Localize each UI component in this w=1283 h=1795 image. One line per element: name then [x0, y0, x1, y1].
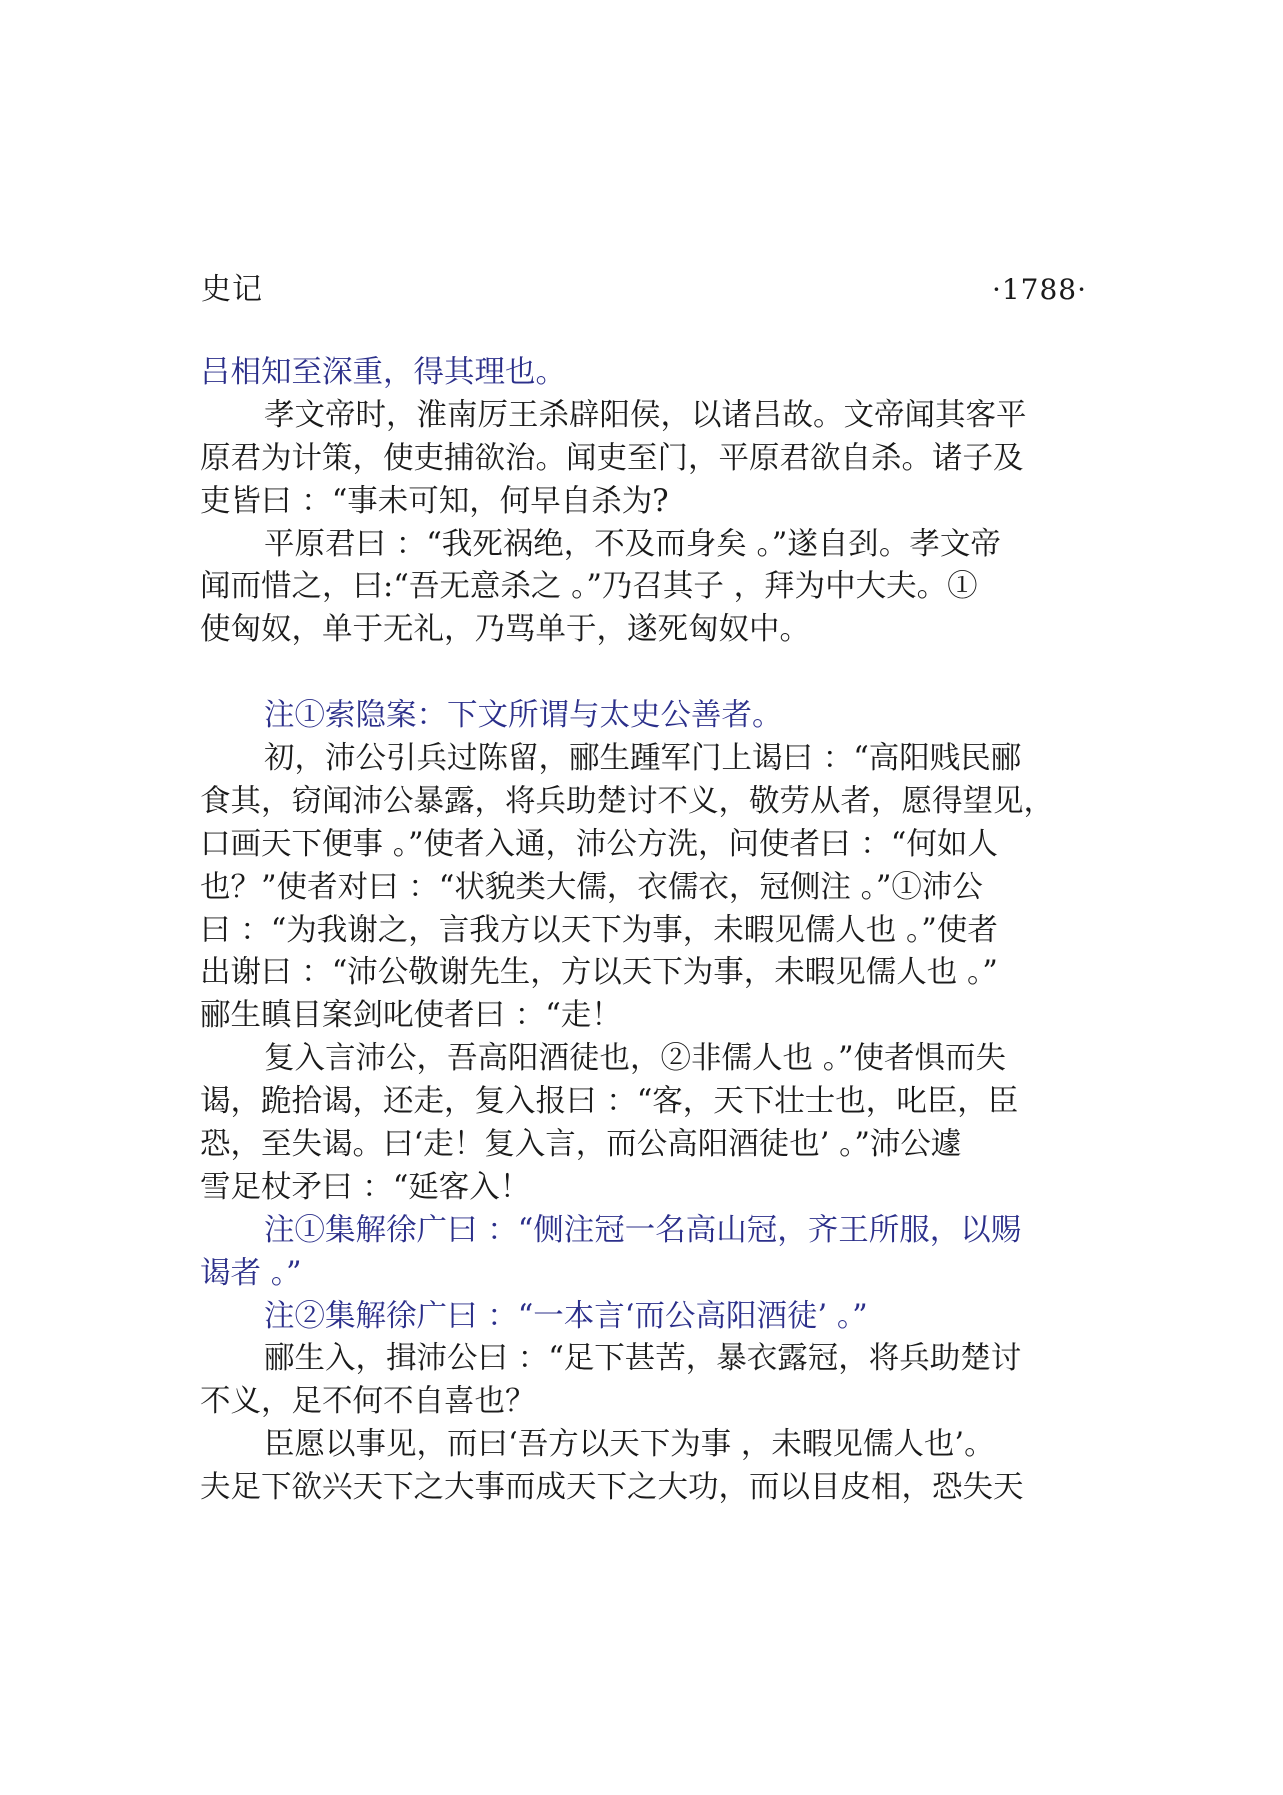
text-line: 郦生入，揖沛公曰 ：“足下甚苦，暴衣露冠，将兵助楚讨 [264, 1341, 1022, 1377]
text-line: 也？”使者对曰 ：“状貌类大儒，衣儒衣，冠侧注 。”①沛公 [200, 869, 983, 905]
annotation-line: 吕相知至深重，得其理也。 [200, 355, 566, 390]
text-line: 原君为计策，使吏捕欲治。闻吏至门，平原君欲自杀。诸子及 [200, 440, 1024, 476]
book-title: 史记 [201, 272, 263, 307]
text-line: 初，沛公引兵过陈留，郦生踵军门上谒曰 ：“高阳贱民郦 [264, 741, 1022, 777]
text-line: 使匈奴，单于无礼，乃骂单于，遂死匈奴中。 [200, 612, 810, 648]
text-line: 闻而惜之，曰:“吾无意杀之 。”乃召其子 ，拜为中大夫。① [200, 569, 978, 605]
annotation-line: 注②集解徐广曰 ：“一本言‘而公高阳酒徒’ 。” [264, 1298, 868, 1334]
page-number: ·1788· [991, 273, 1087, 306]
text-line: 吏皆曰 ：“事未可知，何早自杀为? [200, 483, 669, 519]
text-line: 曰 ：“为我谢之，言我方以天下为事，未暇见儒人也 。”使者 [200, 912, 998, 948]
text-line: 孝文帝时，淮南厉王杀辟阳侯，以诸吕故。文帝闻其客平 [264, 397, 1027, 433]
annotation-line: 谒者 。” [200, 1255, 302, 1291]
annotation-line: 注①索隐案：下文所谓与太史公善者。 [264, 698, 783, 734]
text-line: 夫足下欲兴天下之大事而成天下之大功，而以目皮相，恐失天 [200, 1470, 1024, 1506]
text-line: 出谢曰 ：“沛公敬谢先生，方以天下为事，未暇见儒人也 。” [200, 955, 998, 991]
text-line: 平原君曰 ：“我死祸绝，不及而身矣 。”遂自刭。孝文帝 [264, 526, 1001, 562]
text-line: 恐，至失谒。曰‘走！复入言，而公高阳酒徒也’ 。”沛公遽 [200, 1127, 962, 1163]
text-line: 雪足杖矛曰 ：“延客入！ [200, 1169, 531, 1205]
text-line: 不义，足不何不自喜也？ [200, 1384, 536, 1420]
text-line: 臣愿以事见，而曰‘吾方以天下为事 ，未暇见儒人也’。 [264, 1427, 995, 1463]
text-line [200, 652, 1100, 695]
text-line: 食其，窃闻沛公暴露，将兵助楚讨不义，敬劳从者，愿得望见， [200, 783, 1054, 819]
text-line: 复入言沛公，吾高阳酒徒也，②非儒人也 。”使者惧而失 [264, 1041, 1007, 1077]
text-line: 郦生瞋目案剑叱使者曰 ：“走！ [200, 998, 622, 1034]
annotation-line: 注①集解徐广曰 ：“侧注冠一名高山冠，齐王所服，以赐 [264, 1212, 1022, 1248]
text-line: 口画天下便事 。”使者入通，沛公方洗，问使者曰 ：“何如人 [200, 826, 998, 862]
text-line: 谒，跪拾谒，还走，复入报曰 ：“客，天下壮士也，叱臣，臣 [200, 1084, 1019, 1120]
body-text [200, 352, 1100, 1510]
